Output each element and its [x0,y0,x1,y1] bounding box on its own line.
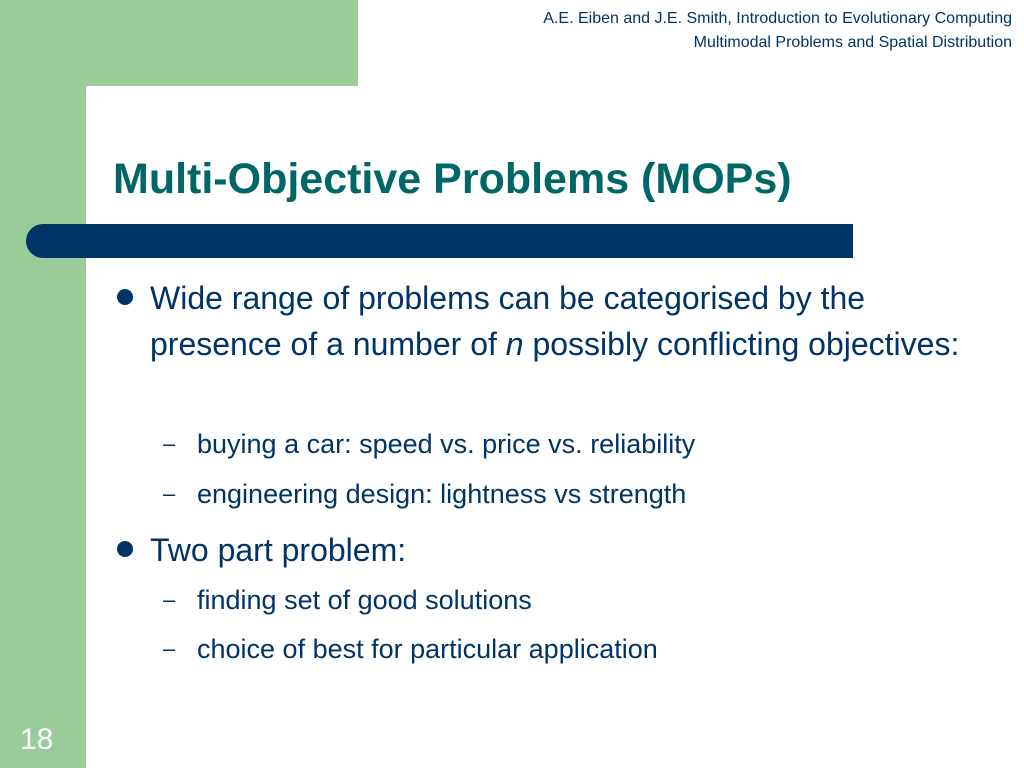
bullet-text-before: Wide range of problems can be categorised by the presence of a number of [150,280,866,362]
bullet-text: Two part problem: [150,532,407,568]
header-chapter-title: Multimodal Problems and Spatial Distribution [693,34,1012,51]
subitem-text: finding set of good solutions [197,585,532,615]
bullet-dot [117,289,133,305]
subitem-choice-best [163,632,977,666]
dash-marker: – [163,636,176,661]
subitem-buying-car [163,427,977,461]
dash-marker: – [163,431,176,456]
slide-number: 18 [20,723,54,756]
bullet-text-after: possibly conflicting objectives: [523,326,960,362]
bullet-two-part-problem [150,527,995,573]
bullet-dot [117,541,133,557]
slide-title: Multi-Objective Problems (MOPs) [113,155,792,203]
dash-marker: – [163,587,176,612]
bullet-italic-n: n [505,326,524,362]
bullet-objectives [150,275,995,367]
subitem-finding-solutions [163,583,977,617]
subitem-engineering-design [163,477,977,511]
header-book-title: A.E. Eiben and J.E. Smith, Introduction to Evolutionary Computing [543,10,1012,27]
dash-marker: – [163,481,176,506]
subitem-text: choice of best for particular application [197,634,658,664]
subitem-text: engineering design: lightness vs strength [197,479,687,509]
subitem-text: buying a car: speed vs. price vs. reliability [197,429,696,459]
